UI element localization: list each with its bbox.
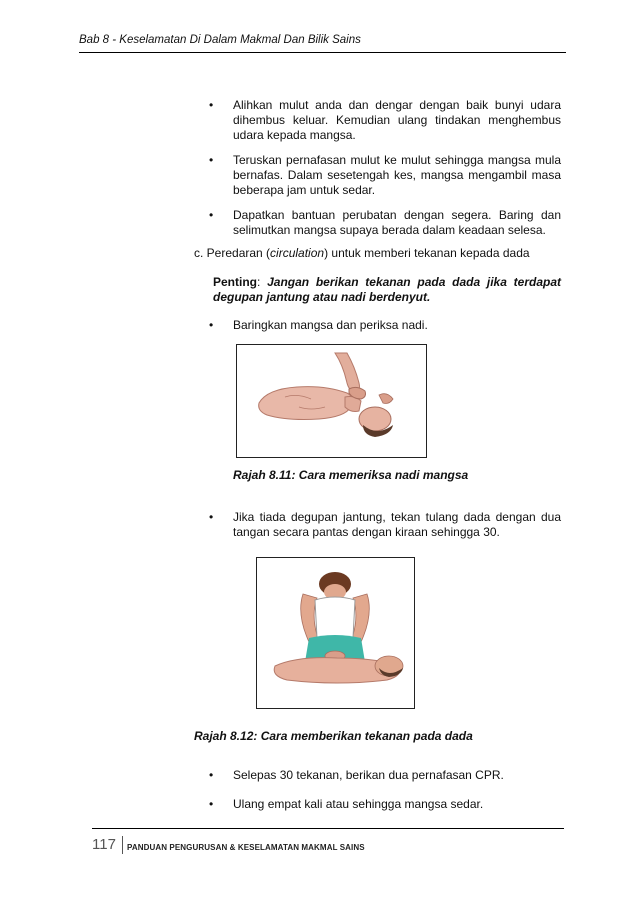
list-item-text: Teruskan pernafasan mulut ke mulut sehingga mangsa mula bernafas. Dalam sesetengah kes, mangsa mengambil masa beberapa jam untuk sedar. — [233, 153, 561, 197]
section-c-suffix: ) untuk memberi tekanan kepada dada — [324, 246, 530, 260]
list-item-text: Alihkan mulut anda dan dengar dengan baik bunyi udara dihembus keluar. Kemudian ulang tindakan menghembus udara kepada mangsa. — [233, 98, 561, 142]
footer-title: PANDUAN PENGURUSAN & KESELAMATAN MAKMAL SAINS — [127, 843, 365, 852]
section-c-heading — [194, 246, 574, 261]
figure-chest-compression — [256, 557, 415, 709]
bullet-icon: • — [209, 510, 214, 524]
list-item-text: Baringkan mangsa dan periksa nadi. — [233, 318, 428, 332]
footer-separator — [122, 836, 123, 854]
footer-divider — [92, 828, 564, 829]
list-item — [209, 768, 561, 783]
list-item — [209, 153, 561, 198]
figure-pulse-check — [236, 344, 427, 458]
figure-8-11-caption: Rajah 8.11: Cara memeriksa nadi mangsa — [233, 468, 469, 482]
bullet-icon: • — [209, 208, 214, 222]
important-label: Penting — [213, 275, 257, 289]
bullet-icon: • — [209, 318, 214, 332]
list-item — [209, 797, 561, 812]
list-item-text: Selepas 30 tekanan, berikan dua pernafasan CPR. — [233, 768, 504, 782]
chapter-header-title: Bab 8 - Keselamatan Di Dalam Makmal Dan Bilik Sains — [79, 34, 361, 46]
chest-compression-illustration — [257, 558, 414, 708]
list-item-text: Dapatkan bantuan perubatan dengan segera. Baring dan selimutkan mangsa supaya berada dalam keadaan selesa. — [233, 208, 561, 237]
header-divider — [79, 52, 566, 53]
bullet-icon: • — [209, 98, 214, 112]
list-item — [209, 510, 561, 540]
list-item — [209, 98, 561, 143]
list-item-text: Jika tiada degupan jantung, tekan tulang dada dengan dua tangan secara pantas dengan kiraan sehingga 30. — [233, 510, 561, 539]
bullet-icon: • — [209, 153, 214, 167]
important-note — [213, 275, 561, 305]
section-c-prefix: c. Peredaran ( — [194, 246, 271, 260]
figure-8-12-caption: Rajah 8.12: Cara memberikan tekanan pada dada — [194, 729, 473, 743]
important-text: Jangan berikan tekanan pada dada jika terdapat degupan jantung atau nadi berdenyut. — [213, 275, 561, 304]
important-colon: : — [257, 275, 268, 289]
bullet-icon: • — [209, 797, 214, 811]
section-c-term: circulation — [270, 246, 325, 260]
list-item-text: Ulang empat kali atau sehingga mangsa sedar. — [233, 797, 484, 811]
pulse-check-illustration — [237, 345, 426, 457]
list-item — [209, 318, 561, 333]
list-item — [209, 208, 561, 238]
page-number: 117 — [92, 836, 116, 853]
bullet-icon: • — [209, 768, 214, 782]
